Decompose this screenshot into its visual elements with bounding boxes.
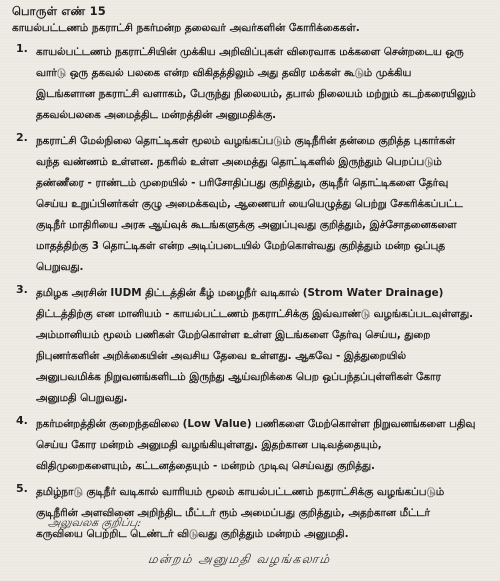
item-line: தமிழக அரசின் IUDM திட்டத்தின் கீழ் மழைநீர் வடிகால் (Strom Water Drainage): [36, 287, 444, 299]
item-line: கருவியை பெற்றிட டெண்டர் விடுவது குறித்தும் மன்றம் அனுமதி.: [36, 528, 349, 540]
item-number: 2.: [16, 131, 28, 144]
agenda-item-4: [8, 414, 492, 477]
item-number: 3.: [16, 283, 28, 296]
item-number: 5.: [16, 482, 28, 495]
item-number: 4.: [16, 414, 28, 427]
item-line: அனுபவமிக்க நிறுவனங்களிடம் இருந்து ஆய்வறிக்கை பெற ஒப்பந்தப்புள்ளிகள் கோர: [36, 371, 441, 383]
item-line: திட்டத்திற்கு என மானியம் - காயல்பட்டணம் நகராட்சிக்கு இவ்வாண்டு வழங்கப்படவுள்ளது.: [36, 308, 474, 320]
item-line: தகவல்பலகை அமைத்திட மன்றத்தின் அனுமதிக்கு.: [36, 109, 277, 121]
document-subtitle: காயல்பட்டணம் நகராட்சி நகர்மன்ற தலைவர் அவர்களின் கோரிக்கைகள்.: [12, 22, 360, 34]
item-line: பெறுவது.: [36, 261, 84, 273]
item-line: நகராட்சி மேல்நிலை தொட்டிகள் மூலம் வழங்கப்படும் குடிநீரின் தன்மை குறித்த புகார்கள்: [36, 135, 455, 147]
item-line: மாதத்திற்கு 3 தொட்டிகள் என்ற அடிப்படையில் மேற்கொள்வது குறித்தும் மன்ற ஒப்புத: [36, 240, 446, 252]
item-line: விதிமுறைகளையும், கட்டனத்தையும் - மன்றம் முடிவு செய்வது குறித்து.: [36, 460, 375, 472]
item-line: நிபுணர்களின் அறிக்கையின் அவசிய தேவை உள்ளது. ஆகவே - இத்துறையில்: [36, 350, 406, 362]
agenda-list: [8, 42, 492, 550]
item-line: அம்மானியம் மூலம் பணிகள் மேற்கொள்ள உள்ள இடங்களை தேர்வு செய்ய, துறை: [36, 329, 431, 341]
agenda-item-5: [8, 482, 492, 545]
item-line: தமிழ்நாடு குடிநீர் வடிகால் வாரியம் மூலம் காயல்பட்டணம் நகராட்சிக்கு வழங்கப்படும்: [36, 486, 445, 498]
item-line: வார்டு ஒரு தகவல் பலகை என்ற விகிதத்திலும் அது தவிர மக்கள் கூடும் முக்கிய: [36, 67, 412, 79]
item-number: 1.: [16, 42, 28, 55]
item-line: வந்த வண்ணம் உள்ளன. நகரில் உள்ள அமைத்து தொட்டிகளில் இருந்தும் பெறப்படும்: [36, 156, 442, 168]
handwritten-decision: மன்றம் அனுமதி வழங்கலாம்: [147, 552, 332, 566]
item-line: குடிநீரின் அளவினை அறிந்திட மீட்டர் ரூம் அமைப்பது குறித்தும், அதற்கான மீட்டர்: [36, 507, 430, 519]
item-line: செய்ய கோர மன்றம் அனுமதி வழங்கியுள்ளது. இதற்கான படிவத்தையும்,: [36, 439, 382, 451]
item-line: குடிநீர் மாதிரியை அரசு ஆய்வுக் கூடங்களுக்கு அனுப்புவது குறித்தும், இச்சோதனைகளை: [36, 219, 457, 231]
item-line: தண்ணீரை - ராண்டம் முறையில் - பரிசோதிப்பது குறித்தும், குடிநீர் தொட்டிகளை தேர்வு: [36, 177, 449, 189]
item-line: அனுமதி பெறுவது.: [36, 392, 128, 404]
agenda-item-3: [8, 283, 492, 409]
handwritten-office-note: அலுவலக குறிப்பு:: [47, 516, 143, 529]
agenda-item-2: [8, 131, 492, 278]
item-line: இடங்களான நகராட்சி வளாகம், பேருந்து நிலையம், தபால் நிலையம் மற்றும் கடற்கரையிலும்: [36, 88, 476, 100]
agenda-item-1: [8, 42, 492, 126]
item-line: நகர்மன்றத்தின் குறைந்தவிலை (Low Value) பணிகளை மேற்கொள்ள நிறுவனங்களை பதிவு: [36, 418, 476, 430]
item-line: செய்ய உறுப்பினர்கள் குழு அமைக்கவும், ஆணையர் யையெழுத்து பெற்று சேகரிக்கப்பட்ட: [36, 198, 463, 210]
item-line: காயல்பட்டணம் நகராட்சியின் முக்கிய அறிவிப்புகள் விரைவாக மக்களை சென்றடைய ஒரு: [36, 46, 464, 58]
document-title: பொருள் எண் 15: [12, 4, 106, 18]
